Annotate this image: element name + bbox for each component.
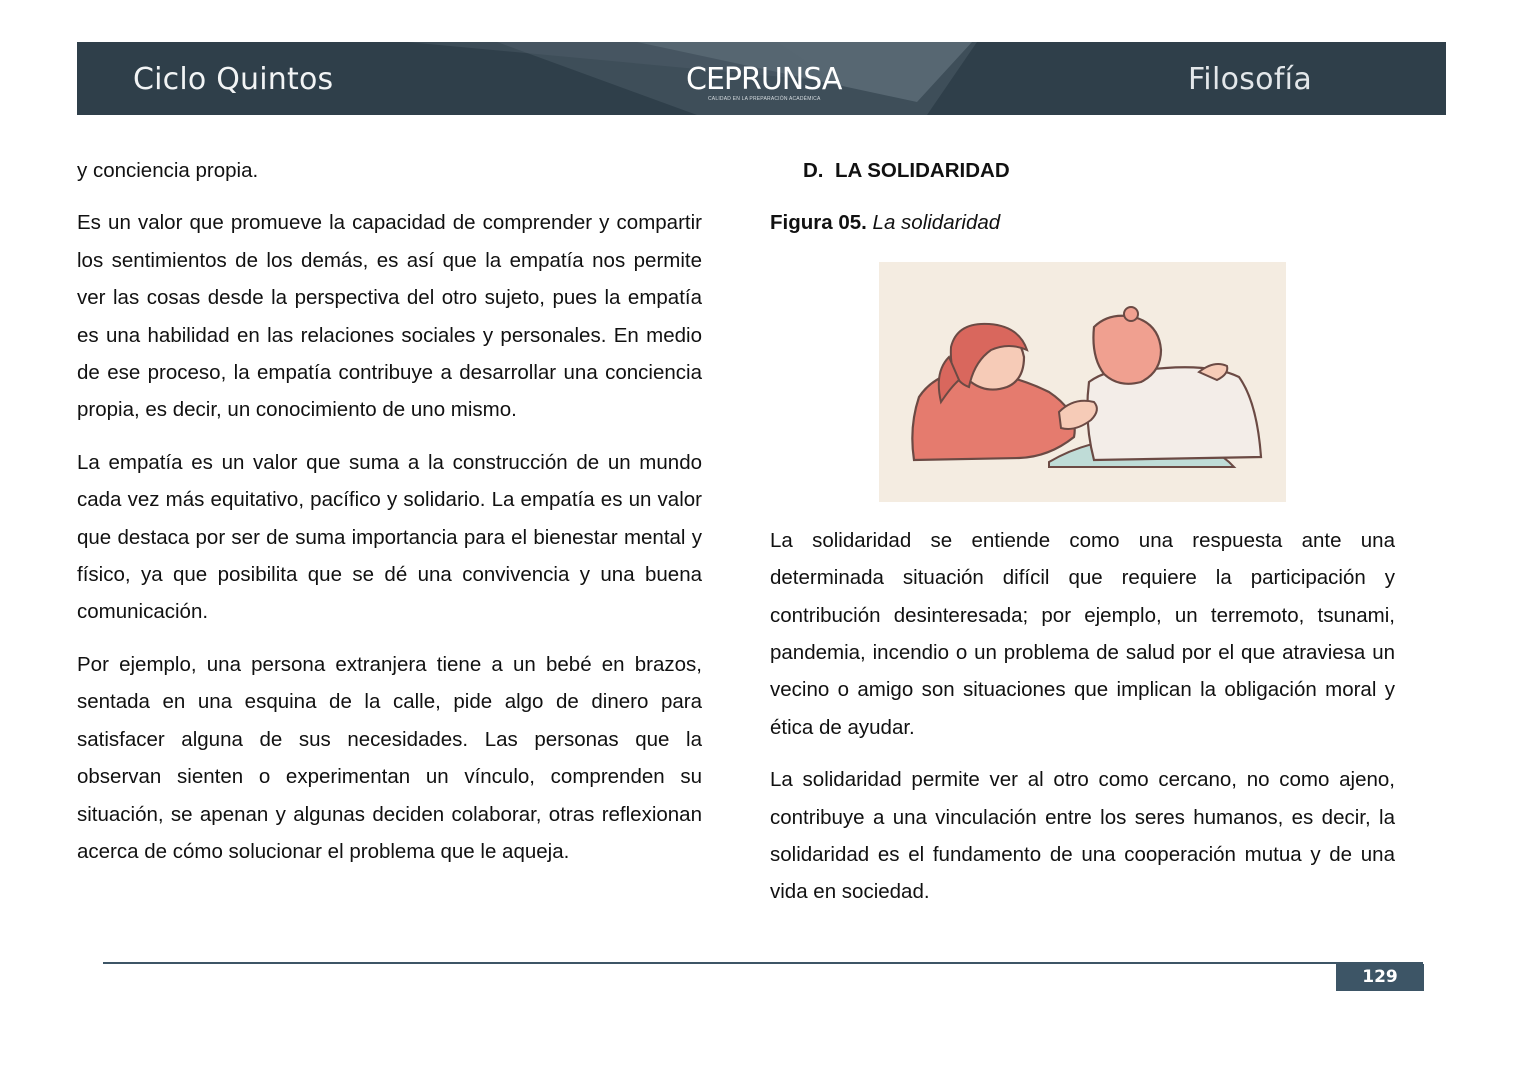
paragraph: La empatía es un valor que suma a la construcción de un mundo cada vez más equitativo, pacífico y solidario. La empatía es un valor que destaca por ser de suma importancia para el bienestar mental y físico, ya que posibilita que se dé una convivencia y una buena comunicación.: [77, 450, 702, 624]
page-number: 129: [1336, 964, 1424, 991]
paragraph: y conciencia propia.: [77, 159, 259, 182]
paragraph: Es un valor que promueve la capacidad de comprender y compartir los sentimientos de los demás, es así que la empatía nos permite ver las cosas desde la perspectiva del otro sujeto, pues la empatía es una habilidad en las relaciones sociales y personales. En medio de ese proceso, la empatía contribuye a desarrollar una conciencia propia, es decir, un conocimiento de uno mismo.: [77, 211, 702, 422]
subject-title: Filosofía: [1187, 62, 1312, 97]
left-column: [77, 152, 702, 885]
solidarity-illustration: [879, 262, 1286, 502]
logo-tagline: CALIDAD EN LA PREPARACIÓN ACADÉMICA: [708, 96, 821, 102]
section-heading: [803, 152, 1395, 189]
section-letter: D.: [803, 159, 824, 182]
course-cycle-title: Ciclo Quintos: [133, 62, 334, 97]
paragraph: La solidaridad permite ver al otro como cercano, no como ajeno, contribuye a una vinculación entre los seres humanos, es decir, la solidaridad es el fundamento de una cooperación mutua y de una vida en sociedad.: [770, 768, 1395, 904]
paragraph: Por ejemplo, una persona extranjera tiene a un bebé en brazos, sentada en una esquina de la calle, pide algo de dinero para satisfacer alguna de sus necesidades. Las personas que la observan sienten o experimentan un vínculo, comprenden su situación, se apenan y algunas deciden colaborar, otras reflexionan acerca de cómo solucionar el problema que le aqueja.: [77, 652, 702, 863]
illustration-two-people-comforting-icon: [879, 262, 1286, 502]
footer-divider: [103, 962, 1423, 964]
figure-label: Figura 05.: [770, 211, 867, 235]
header-banner: [77, 42, 1446, 115]
right-column: [770, 152, 1395, 926]
figure-caption: [770, 204, 1395, 241]
figure-title: La solidaridad: [872, 211, 1001, 235]
ceprunsa-logo: [686, 62, 856, 106]
logo-text: CEPRUNSA: [686, 62, 842, 97]
paragraph: La solidaridad se entiende como una respuesta ante una determinada situación difícil que requiere la participación y contribución desinteresada; por ejemplo, un terremoto, tsunami, pandemia, incendio o un problema de salud por el que atraviesa un vecino o amigo son situaciones que implican la obligación moral y ética de ayudar.: [770, 528, 1395, 739]
section-title: LA SOLIDARIDAD: [835, 159, 1010, 182]
